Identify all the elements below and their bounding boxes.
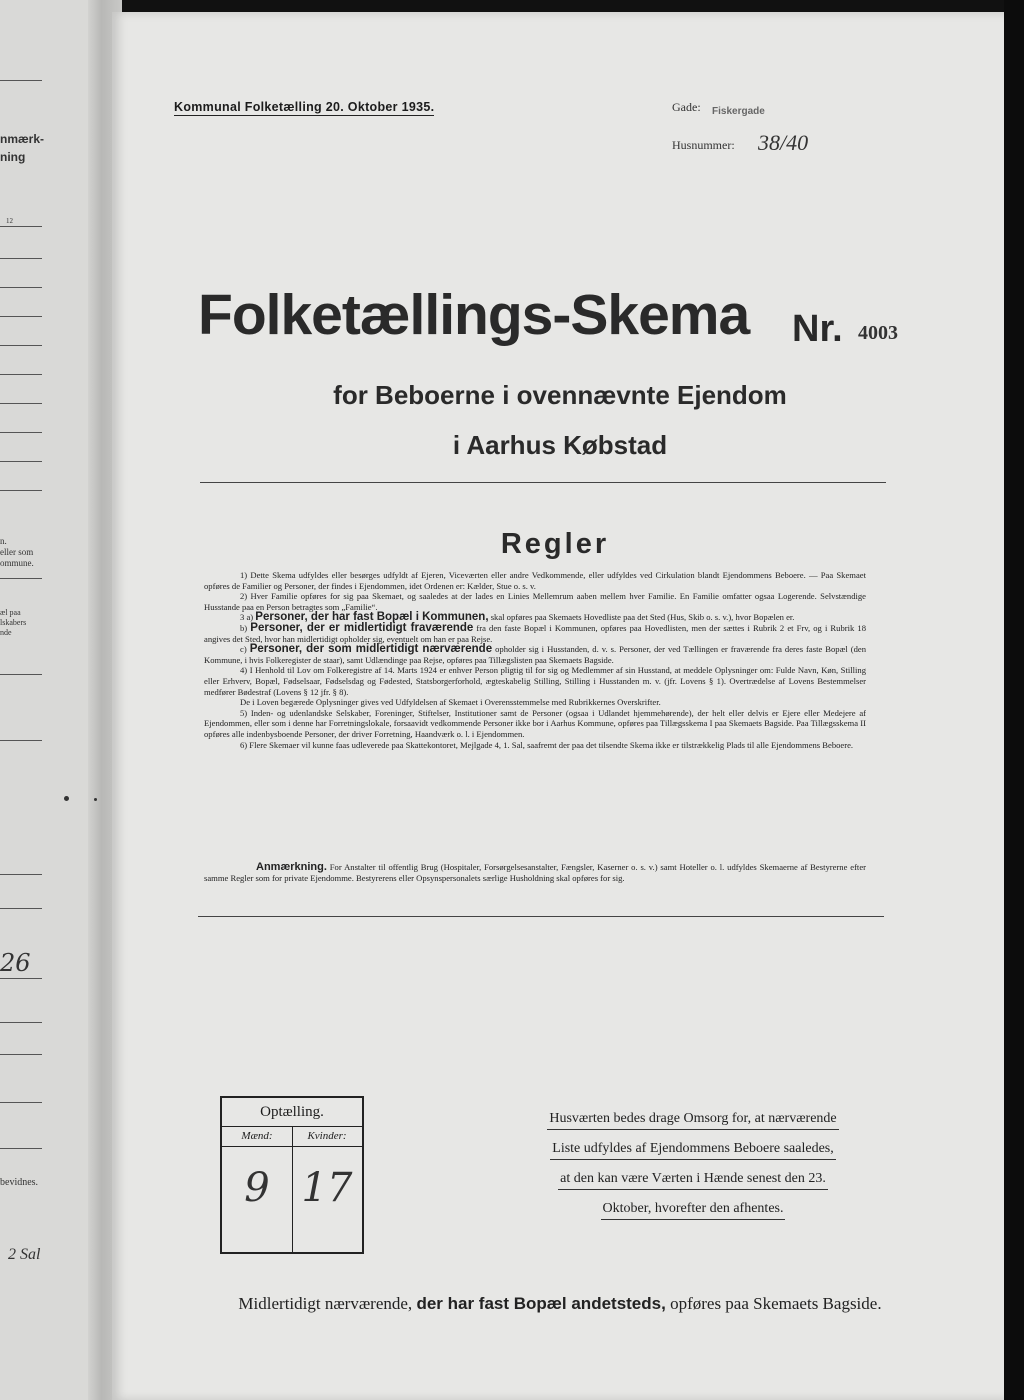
- divider: [0, 226, 42, 227]
- left-fragment-handwriting: 2 Sal: [8, 1246, 41, 1263]
- divider: [0, 403, 42, 404]
- notice-line: Husværten bedes drage Omsorg for, at nærværende: [547, 1109, 838, 1130]
- rule-5: 5) Inden- og udenlandske Selskaber, Foreninger, Stiftelser, Institutioner samt de Personer (ogsaa i Udlandet hjemmehørende), der helt eller delvis er Ejere eller Medejere af Ejendommen, eller som i denne har Forretningslokale, forsaavidt vedkommende Personer ikke bor i Aarhus Kommune, opføres paa Tillægsskema I paa Skemaets Bagside. Paa Tillægsskema II opføres alle indenbysboende Personer, der driver Forretning, Haandværk o. l. i Ejendommen.: [204, 707, 866, 739]
- left-fragment-text: ommune.: [0, 558, 34, 568]
- form-number-label: Nr.: [792, 308, 843, 350]
- husnummer-value: 38/40: [758, 130, 809, 155]
- divider: [0, 432, 42, 433]
- count-women-value: 17: [301, 1165, 353, 1211]
- divider: [0, 461, 42, 462]
- left-fragment-text: ning: [0, 150, 26, 164]
- left-fragment-text: 12: [6, 217, 13, 225]
- anmaerkning-paragraph: [204, 862, 866, 884]
- divider: [0, 316, 42, 317]
- footer-text: Midlertidigt nærværende,: [238, 1294, 413, 1313]
- count-women-label: Kvinder:: [292, 1126, 362, 1147]
- anmaerkning-text: For Anstalter til offentlig Brug (Hospitaler, Forsørgelsesanstalter, Fængsler, Kaserner o. s. v.) samt Hoteller o. l. udfyldes Skemaerne af Bestyrerne efter samme Regler som for private Ejendomme. Bestyrerens eller Opsynspersonalets særlige Husholdning skal opføres for sig.: [204, 862, 866, 883]
- punch-mark: [94, 798, 97, 801]
- rule-emphasis: Personer, der som midlertidigt nærværende: [249, 643, 493, 656]
- left-fragment-text: æl paa: [0, 608, 21, 617]
- anmaerkning-label: Anmærkning.: [256, 861, 327, 873]
- form-title: Folketællings-Skema: [198, 283, 750, 347]
- left-fragment-text: eller som: [0, 547, 34, 557]
- census-form-page: [112, 12, 1008, 1400]
- divider: [0, 1102, 42, 1103]
- gade-label: Gade:: [672, 100, 701, 114]
- rules-heading: Regler: [500, 528, 610, 560]
- count-men-value: 9: [244, 1165, 270, 1211]
- rule-body: opholder sig i Husstanden, d. v. s. Personer, der ved Tællingen er fraværende fra deres faste Bopæl (den Kommune, i hvis Folkeregister de staar), samt Udlændinge paa Rejse, opføres paa Tillægslisten paa Skemaets Bagside.: [204, 644, 866, 665]
- rule-4: 4) I Henhold til Lov om Folkeregistre af 14. Marts 1924 er enhver Person pligtig til for sig og Medlemmer af sin Husstand, at meddele Oplysninger om: Fulde Navn, Køn, Stilling eller Erhverv, Bopæl, Fødselsaar, Fødselsdag og Fødested, Statsborgerforhold, ægteskabelig Stilling, Stilling i Husstanden m. v. (jfr. Lovens § 1). Overtrædelse af Lovens Bestemmelser medfører Bødestraf (Lovens § 12 jfr. § 8).: [204, 665, 866, 697]
- divider: [0, 740, 42, 741]
- divider: [0, 578, 42, 579]
- left-fragment-text: bevidnes.: [0, 1177, 39, 1188]
- rule-number: c): [240, 644, 247, 655]
- notice-line: at den kan være Værten i Hænde senest den 23.: [558, 1169, 828, 1190]
- notice-line: Liste udfyldes af Ejendommens Beboere saaledes,: [550, 1139, 835, 1160]
- rule-emphasis: Personer, der har fast Bopæl i Kommunen,: [255, 611, 489, 624]
- form-number-value: 4003: [858, 322, 898, 344]
- divider: [0, 374, 42, 375]
- notice-line: Oktober, hvorefter den afhentes.: [601, 1199, 786, 1220]
- divider: [0, 258, 42, 259]
- divider: [0, 908, 42, 909]
- rule-number: b): [240, 622, 248, 633]
- divider: [0, 978, 42, 979]
- rule-6: 6) Flere Skemaer vil kunne faas udleverede paa Skattekontoret, Mejlgade 4, 1. Sal, saafremt der paa det tilsendte Skema ikke er tilstrækkelig Plads til alle Ejendommens Beboere.: [240, 739, 854, 750]
- form-subtitle-city: i Aarhus Købstad: [452, 430, 668, 460]
- rules-text: [204, 570, 866, 750]
- divider: [200, 482, 886, 483]
- census-title: Kommunal Folketælling 20. Oktober 1935.: [174, 100, 435, 114]
- rule-3c: [204, 644, 866, 665]
- left-fragment-text: lskabers: [0, 618, 27, 627]
- count-men-label: Mænd:: [222, 1126, 292, 1147]
- divider: [198, 916, 884, 917]
- rule-2: 2) Hver Familie opføres for sig paa Skemaet, og saaledes at der lades en Linies Mellemrum aaben mellem hver Familie. En Familie omfatter ogsaa Logerende. Selvstændige Husstande paa en Person betragtes som „Familie“.: [204, 591, 866, 612]
- rule-1: 1) Dette Skema udfyldes eller besørges udfyldt af Ejeren, Viceværten eller andre Vedkommende, eller udfyldes ved Cirkulation blandt Ejendommens Beboere. — Paa Skemaet opføres de Familier og Personer, der findes i Ejendommen, idet Ordenen er: Kælder, Stue o. s. v.: [204, 570, 866, 591]
- footer-note: [112, 1294, 1008, 1314]
- husnummer-label: Husnummer:: [672, 138, 735, 152]
- rule-body: fra den faste Bopæl i Kommunen, opføres paa Hovedlisten, men der sættes i Rubrik 2 et Frv, og i Rubrik 18 angives det Sted, hvor han midlertidigt opholder sig, eventuelt om han er paa Rejse.: [204, 622, 866, 644]
- form-subtitle: for Beboerne i ovennævnte Ejendom: [333, 380, 787, 410]
- left-fragment-handwriting: 26: [0, 949, 31, 977]
- divider: [0, 1054, 42, 1055]
- scan-border: [1004, 0, 1024, 1400]
- count-title: Optælling.: [222, 1098, 362, 1127]
- count-women-column: [292, 1126, 362, 1252]
- divider: [0, 490, 42, 491]
- left-fragment-text: nde: [0, 628, 12, 637]
- left-fragment-text: nmærk-: [0, 132, 45, 146]
- rule-body: skal opføres paa Skemaets Hovedliste paa det Sted (Hus, Skib o. s. v.), hvor Bopælen er.: [490, 612, 795, 623]
- landlord-notice: [518, 1106, 868, 1226]
- count-men-column: [222, 1126, 293, 1252]
- divider: [0, 287, 42, 288]
- rule-number: 3 a): [240, 612, 254, 623]
- footer-emphasis: der har fast Bopæl andetsteds,: [416, 1294, 666, 1313]
- divider: [0, 80, 42, 81]
- divider: [0, 674, 42, 675]
- gade-value: Fiskergade: [712, 106, 765, 117]
- left-fragment-text: n.: [0, 536, 7, 546]
- divider: [0, 345, 42, 346]
- rule-4b: De i Loven begærede Oplysninger gives ved Udfyldelsen af Skemaet i Overensstemmelse med Rubrikkernes Overskrifter.: [240, 697, 661, 708]
- anmaerkning: [204, 862, 866, 884]
- rule-3b: [204, 623, 866, 644]
- divider: [0, 874, 42, 875]
- rule-emphasis: Personer, der er midlertidigt fraværende: [250, 621, 474, 634]
- divider: [0, 1022, 42, 1023]
- divider: [0, 1148, 42, 1149]
- footer-text: opføres paa Skemaets Bagside.: [670, 1294, 882, 1313]
- count-box: [220, 1096, 364, 1254]
- punch-mark: [64, 796, 69, 801]
